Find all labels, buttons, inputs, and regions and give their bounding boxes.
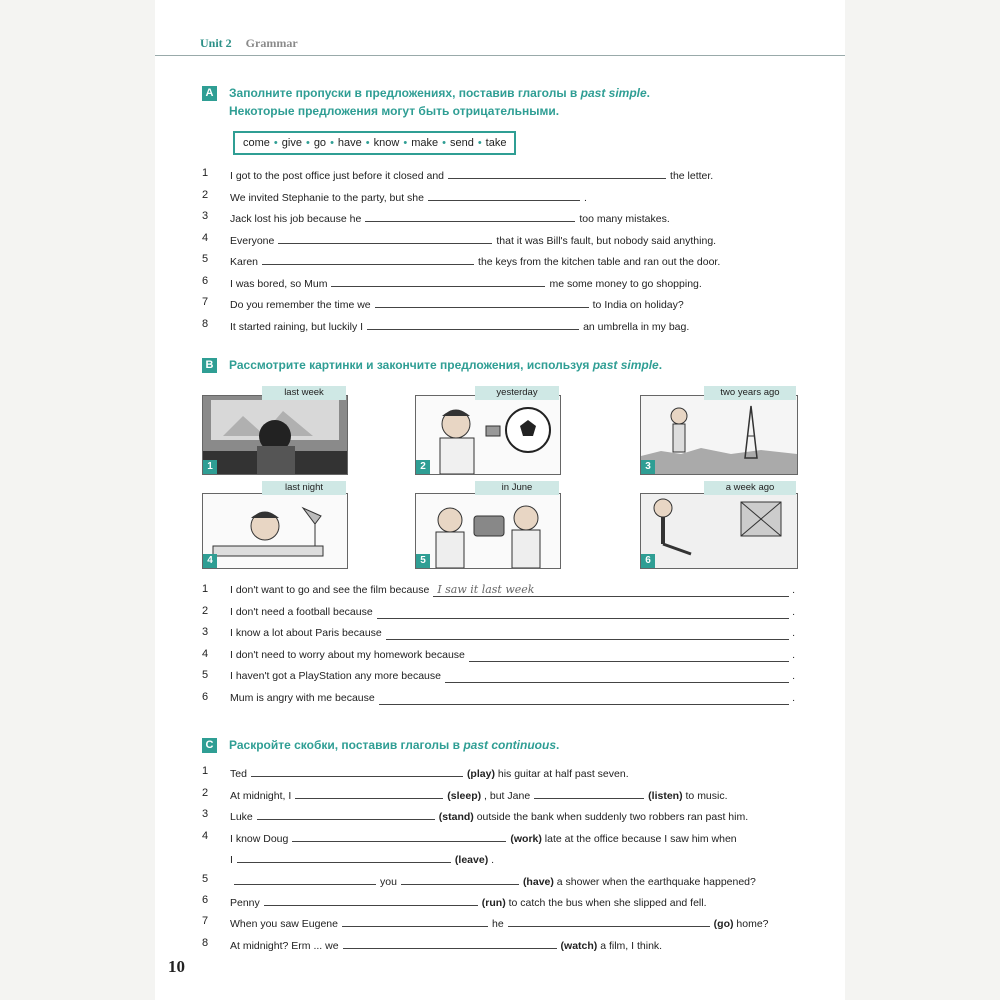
sentence-start: I don't need a football because bbox=[230, 606, 373, 618]
exercise-a-number: 5 bbox=[202, 253, 209, 265]
sentence-start: Jack lost his job because he bbox=[230, 213, 362, 225]
answer-blank[interactable] bbox=[331, 275, 545, 287]
exercise-c-number: 7 bbox=[202, 915, 209, 927]
section-b-title-em: past simple bbox=[592, 358, 659, 372]
bullet: • bbox=[477, 137, 482, 149]
verb-prompt: (watch) bbox=[560, 940, 598, 952]
answer-blank[interactable] bbox=[367, 318, 579, 330]
sentence-middle: he bbox=[491, 918, 504, 930]
sentence-middle: you bbox=[380, 876, 397, 888]
bullet: • bbox=[442, 137, 446, 149]
homework-illustration bbox=[203, 494, 347, 568]
sentence-continuation: outside the bank when suddenly two robbers ran past him. bbox=[476, 811, 749, 823]
sentence-end: . bbox=[792, 627, 795, 639]
section-c-title-post: . bbox=[556, 738, 560, 752]
answer-blank[interactable] bbox=[264, 894, 478, 906]
sentence-end: the letter. bbox=[670, 170, 714, 182]
word: take bbox=[485, 137, 507, 149]
exercise-c-number: 8 bbox=[202, 937, 209, 949]
verb-prompt: (go) bbox=[713, 918, 734, 930]
sentence-continuation: a film, I think. bbox=[600, 940, 663, 952]
time-tag: two years ago bbox=[704, 386, 796, 400]
picture-number: 5 bbox=[416, 554, 430, 568]
word: know bbox=[373, 137, 400, 149]
answer-blank[interactable] bbox=[292, 830, 506, 842]
answer-blank[interactable] bbox=[237, 851, 451, 863]
word: make bbox=[411, 137, 439, 149]
unit-label: Unit 2 bbox=[200, 36, 232, 50]
sentence-continuation: to catch the bus when she slipped and fell. bbox=[508, 897, 707, 909]
picture-homework bbox=[202, 493, 348, 569]
sentence-end: that it was Bill's fault, but nobody said anything. bbox=[496, 235, 717, 247]
section-a-title bbox=[229, 84, 650, 120]
sentence-start: I know a lot about Paris because bbox=[230, 627, 382, 639]
answer-blank[interactable] bbox=[342, 915, 488, 927]
sentence-end: . bbox=[792, 670, 795, 682]
bullet: • bbox=[330, 137, 334, 149]
time-tag: last night bbox=[262, 481, 346, 495]
example-answer: I saw it last week bbox=[437, 583, 535, 596]
header-divider bbox=[155, 55, 845, 56]
bullet: • bbox=[403, 137, 408, 149]
sentence-start: Do you remember the time we bbox=[230, 299, 371, 311]
sentence-start: I bbox=[230, 854, 233, 866]
sentence-end: . bbox=[792, 584, 795, 596]
answer-blank[interactable] bbox=[428, 189, 580, 201]
exercise-a-sentence bbox=[230, 189, 587, 205]
exercise-a-number: 7 bbox=[202, 296, 209, 308]
exercise-c-number: 1 bbox=[202, 765, 209, 777]
answer-blank[interactable] bbox=[257, 808, 435, 820]
sentence-start: Luke bbox=[230, 811, 253, 823]
time-tag: last week bbox=[262, 386, 346, 400]
answer-blank[interactable] bbox=[508, 915, 710, 927]
answer-blank[interactable] bbox=[534, 787, 644, 799]
paris-illustration bbox=[641, 396, 797, 474]
time-tag: a week ago bbox=[704, 481, 796, 495]
answer-blank[interactable] bbox=[251, 765, 463, 777]
word: go bbox=[313, 137, 327, 149]
sentence-start: I got to the post office just before it closed and bbox=[230, 170, 445, 182]
exercise-a-sentence bbox=[230, 318, 689, 334]
picture-number: 4 bbox=[203, 554, 217, 568]
sentence-continuation: a shower when the earthquake happened? bbox=[556, 876, 756, 888]
verb-prompt: (run) bbox=[481, 897, 506, 909]
answer-blank[interactable] bbox=[377, 605, 789, 619]
word-box bbox=[233, 131, 516, 155]
exercise-a-number: 3 bbox=[202, 210, 209, 222]
answer-blank[interactable] bbox=[234, 873, 376, 885]
picture-number: 3 bbox=[641, 460, 655, 474]
exercise-c-sentence bbox=[230, 851, 494, 867]
sentence-end: too many mistakes. bbox=[579, 213, 670, 225]
exercise-c-sentence bbox=[230, 830, 737, 846]
answer-blank[interactable] bbox=[386, 626, 789, 640]
exercise-b-sentence bbox=[230, 605, 795, 619]
picture-playstation bbox=[415, 493, 561, 569]
exercise-b-sentence bbox=[230, 583, 795, 597]
exercise-c-number: 6 bbox=[202, 894, 209, 906]
sentence-continuation: home? bbox=[736, 918, 769, 930]
bullet: • bbox=[365, 137, 370, 149]
exercise-c-sentence bbox=[230, 894, 707, 910]
answer-blank[interactable] bbox=[433, 583, 789, 597]
exercise-a-sentence bbox=[230, 275, 702, 291]
section-b-letter: B bbox=[202, 358, 217, 373]
exercise-c-number: 2 bbox=[202, 787, 209, 799]
exercise-a-sentence bbox=[230, 232, 716, 248]
exercise-b-number: 4 bbox=[202, 648, 209, 660]
exercise-c-sentence bbox=[230, 808, 748, 824]
exercise-c-sentence bbox=[230, 937, 662, 953]
exercise-a-number: 2 bbox=[202, 189, 209, 201]
exercise-b-number: 3 bbox=[202, 626, 209, 638]
answer-blank[interactable] bbox=[295, 787, 443, 799]
picture-number: 6 bbox=[641, 554, 655, 568]
sentence-end: to music. bbox=[685, 790, 728, 802]
answer-blank[interactable] bbox=[469, 648, 789, 662]
section-b-title-post: . bbox=[658, 358, 663, 372]
verb-prompt: (work) bbox=[510, 833, 542, 845]
verb-prompt: (listen) bbox=[648, 790, 683, 802]
picture-paris bbox=[640, 395, 798, 475]
verb-prompt: (play) bbox=[466, 768, 495, 780]
verb-prompt: (leave) bbox=[454, 854, 489, 866]
playstation-illustration bbox=[416, 494, 560, 568]
exercise-a-number: 1 bbox=[202, 167, 209, 179]
sentence-end: . bbox=[792, 649, 795, 661]
answer-blank[interactable] bbox=[445, 669, 789, 683]
section-b-title-text: Рассмотрите картинки и закончите предложения, используя bbox=[229, 358, 593, 372]
sentence-continuation: . bbox=[491, 854, 495, 866]
sentence-start: Karen bbox=[230, 256, 259, 268]
verb-prompt: (sleep) bbox=[447, 790, 482, 802]
bullet: • bbox=[273, 137, 278, 149]
sentence-start: Everyone bbox=[230, 235, 275, 247]
sentence-start: I don't want to go and see the film because bbox=[230, 584, 430, 596]
page-header bbox=[200, 36, 298, 51]
verb-prompt: (have) bbox=[522, 876, 554, 888]
football-illustration bbox=[416, 396, 560, 474]
answer-blank[interactable] bbox=[448, 167, 666, 179]
sentence-end: to India on holiday? bbox=[592, 299, 684, 311]
sentence-start: Ted bbox=[230, 768, 247, 780]
section-c-title-em: past continuous bbox=[463, 738, 556, 752]
sentence-continuation: his guitar at half past seven. bbox=[497, 768, 629, 780]
section-c-letter: C bbox=[202, 738, 217, 753]
exercise-c-sentence bbox=[230, 873, 756, 889]
picture-number: 1 bbox=[203, 460, 217, 474]
exercise-c-number: 3 bbox=[202, 808, 209, 820]
sentence-start: I don't need to worry about my homework because bbox=[230, 649, 465, 661]
sentence-end: . bbox=[792, 692, 795, 704]
exercise-c-sentence bbox=[230, 765, 629, 781]
exercise-b-number: 1 bbox=[202, 583, 209, 595]
exercise-a-number: 4 bbox=[202, 232, 209, 244]
sentence-start: At midnight? Erm ... we bbox=[230, 940, 339, 952]
word: send bbox=[449, 137, 474, 149]
sentence-start: Penny bbox=[230, 897, 260, 909]
word: have bbox=[337, 137, 362, 149]
exercise-b-sentence bbox=[230, 648, 795, 662]
time-tag: in June bbox=[475, 481, 559, 495]
section-a-title-line2: Некоторые предложения могут быть отрицательными. bbox=[229, 104, 560, 118]
section-b-title bbox=[229, 356, 662, 374]
word: come bbox=[243, 137, 270, 149]
section-c-title-text: Раскройте скобки, поставив глаголы в bbox=[229, 738, 464, 752]
sentence-start: It started raining, but luckily I bbox=[230, 321, 364, 333]
exercise-b-sentence bbox=[230, 669, 795, 683]
time-tag: yesterday bbox=[475, 386, 559, 400]
sentence-end: the keys from the kitchen table and ran out the door. bbox=[478, 256, 721, 268]
section-a-title-text: Заполните пропуски в предложениях, поставив глаголы в bbox=[229, 86, 581, 100]
exercise-c-number: 5 bbox=[202, 873, 209, 885]
sentence-start: I haven't got a PlayStation any more because bbox=[230, 670, 441, 682]
section-a-title-em: past simple bbox=[580, 86, 647, 100]
section-label: Grammar bbox=[245, 36, 298, 50]
picture-cinema bbox=[202, 395, 348, 475]
exercise-a-sentence bbox=[230, 167, 713, 183]
exercise-a-number: 6 bbox=[202, 275, 209, 287]
answer-blank[interactable] bbox=[375, 296, 589, 308]
word: give bbox=[281, 137, 302, 149]
exercise-a-number: 8 bbox=[202, 318, 209, 330]
answer-blank[interactable] bbox=[343, 937, 557, 949]
exercise-b-sentence bbox=[230, 691, 795, 705]
sentence-start: I know Doug bbox=[230, 833, 289, 845]
broken-window-illustration bbox=[641, 494, 797, 568]
exercise-b-number: 5 bbox=[202, 669, 209, 681]
sentence-end: . bbox=[792, 606, 795, 618]
sentence-start: When you saw Eugene bbox=[230, 918, 338, 930]
answer-blank[interactable] bbox=[278, 232, 492, 244]
section-a-title-post: . bbox=[646, 86, 651, 100]
exercise-a-sentence bbox=[230, 253, 720, 269]
sentence-continuation: late at the office because I saw him when bbox=[544, 833, 737, 845]
sentence-end: me some money to go shopping. bbox=[549, 278, 702, 290]
sentence-start: Mum is angry with me because bbox=[230, 692, 375, 704]
sentence-end: . bbox=[583, 192, 587, 204]
exercise-a-sentence bbox=[230, 296, 684, 312]
answer-blank[interactable] bbox=[401, 873, 519, 885]
exercise-c-sentence bbox=[230, 915, 769, 931]
bullet: • bbox=[305, 137, 310, 149]
exercise-b-number: 6 bbox=[202, 691, 209, 703]
section-c-title bbox=[229, 736, 559, 754]
picture-broken-window bbox=[640, 493, 798, 569]
page-number: 10 bbox=[168, 957, 185, 976]
cinema-illustration bbox=[203, 396, 347, 474]
answer-blank[interactable] bbox=[262, 253, 474, 265]
exercise-c-number: 4 bbox=[202, 830, 209, 842]
answer-blank[interactable] bbox=[379, 691, 789, 705]
exercise-b-number: 2 bbox=[202, 605, 209, 617]
verb-prompt: (stand) bbox=[438, 811, 474, 823]
exercise-c-sentence bbox=[230, 787, 728, 803]
sentence-start: I was bored, so Mum bbox=[230, 278, 328, 290]
exercise-b-sentence bbox=[230, 626, 795, 640]
picture-football bbox=[415, 395, 561, 475]
sentence-continuation: , but Jane bbox=[484, 790, 531, 802]
sentence-start: We invited Stephanie to the party, but she bbox=[230, 192, 424, 204]
sentence-start: At midnight, I bbox=[230, 790, 292, 802]
section-a-letter: A bbox=[202, 86, 217, 101]
sentence-end: an umbrella in my bag. bbox=[583, 321, 690, 333]
picture-number: 2 bbox=[416, 460, 430, 474]
answer-blank[interactable] bbox=[365, 210, 575, 222]
exercise-a-sentence bbox=[230, 210, 670, 226]
